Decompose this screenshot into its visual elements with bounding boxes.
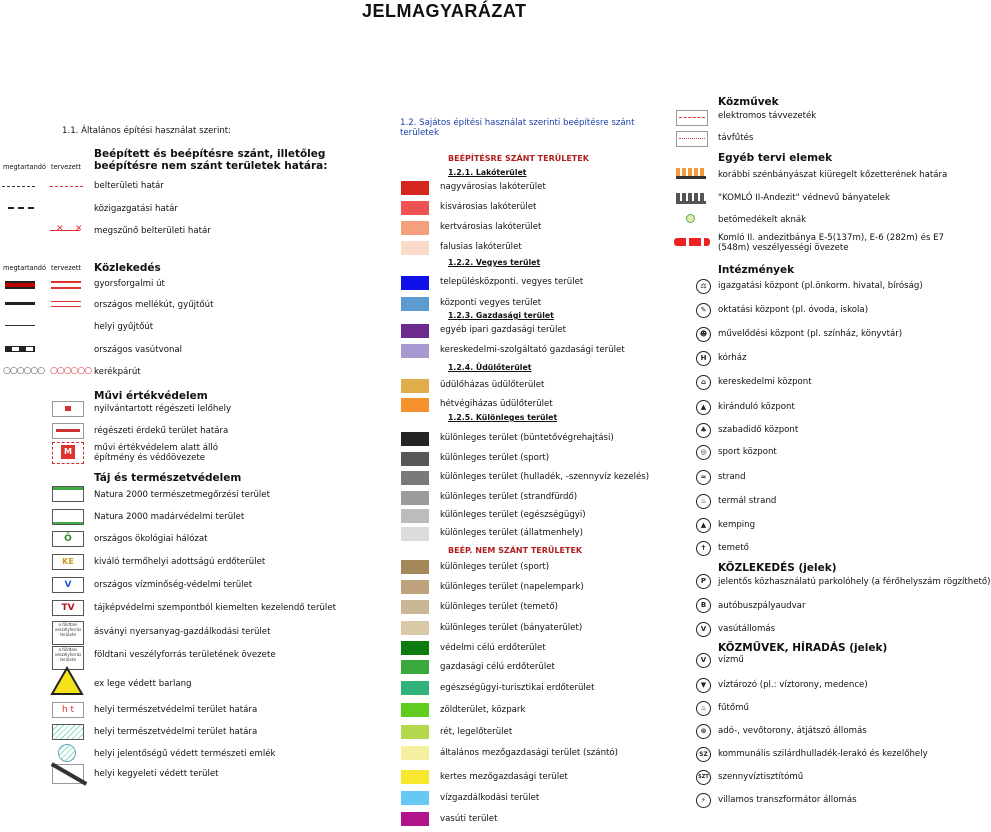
institution-icon: ⚖ bbox=[696, 279, 711, 294]
landuse-label: kereskedelmi-szolgáltató gazdasági terület bbox=[440, 345, 625, 355]
memorial-area-symbol bbox=[52, 764, 84, 784]
color-swatch bbox=[401, 580, 429, 594]
color-swatch bbox=[401, 560, 429, 574]
landuse-label: különleges terület (napelempark) bbox=[440, 582, 584, 592]
mining-boundary-label: korábbi szénbányászat kiüregelt kőzetterének határa bbox=[718, 170, 948, 180]
color-swatch bbox=[401, 812, 429, 826]
secondary-road-label: országos mellékút, gyűjtőút bbox=[94, 300, 214, 310]
landuse-label: kisvárosias lakóterület bbox=[440, 202, 537, 212]
quarry-label: "KOMLÓ II-Andezit" védnevű bányatelek bbox=[718, 193, 890, 203]
landuse-label: zöldterület, közpark bbox=[440, 705, 526, 715]
monument-label: művi értékvédelem alatt álló építmény és védőövezete bbox=[94, 443, 219, 463]
col-label-existing-2: megtartandó bbox=[3, 264, 47, 272]
cave-icon bbox=[50, 666, 84, 696]
border-planned-symbol bbox=[50, 186, 83, 187]
color-swatch bbox=[401, 621, 429, 635]
landuse-label: kertvárosias lakóterület bbox=[440, 222, 542, 232]
landuse-label: különleges terület (büntetővégrehajtási) bbox=[440, 433, 614, 443]
power-line-label: elektromos távvezeték bbox=[718, 111, 817, 121]
institution-icon: ♣ bbox=[696, 423, 711, 438]
road-planned-symbol bbox=[51, 301, 81, 307]
highway-existing-symbol bbox=[5, 281, 35, 289]
ecological-network-label: országos ökológiai hálózat bbox=[94, 534, 208, 544]
institution-icon: ◎ bbox=[696, 445, 711, 460]
color-swatch bbox=[401, 681, 429, 695]
utility-sign-icon: ♨ bbox=[696, 701, 711, 716]
landuse-label: kertes mezőgazdasági terület bbox=[440, 772, 568, 782]
institution-icon: ✝ bbox=[696, 541, 711, 556]
landuse-label: nagyvárosias lakóterület bbox=[440, 182, 546, 192]
highway-planned-symbol bbox=[51, 281, 81, 289]
color-swatch bbox=[401, 297, 429, 311]
archaeological-site-label: nyilvántartott régészeti lelőhely bbox=[94, 404, 232, 414]
district-heating-label: távfűtés bbox=[718, 133, 754, 143]
landuse-label: különleges terület (bányaterület) bbox=[440, 623, 583, 633]
landuse-label: hétvégiházas üdülőterület bbox=[440, 399, 553, 409]
utility-sign-label: kommunális szilárdhulladék-lerakó és kezelőhely bbox=[718, 749, 928, 759]
subsection-heading: 1.2.2. Vegyes terület bbox=[448, 258, 541, 267]
color-swatch bbox=[401, 527, 429, 541]
color-swatch bbox=[401, 660, 429, 674]
landuse-label: településközponti. vegyes terület bbox=[440, 277, 584, 287]
col-label-planned-2: tervezett bbox=[51, 264, 82, 272]
color-swatch bbox=[401, 452, 429, 466]
quarry-symbol bbox=[676, 193, 706, 204]
institution-label: temető bbox=[718, 543, 749, 553]
landuse-label: különleges terület (strandfürdő) bbox=[440, 492, 578, 502]
institution-icon: H bbox=[696, 351, 711, 366]
utility-sign-icon: ▼ bbox=[696, 678, 711, 693]
archaeological-area-label: régészeti érdekű terület határa bbox=[94, 426, 229, 436]
filled-shaft-icon bbox=[686, 214, 695, 223]
monument-icon: M bbox=[61, 445, 75, 459]
color-swatch bbox=[401, 379, 429, 393]
heritage-heading: Művi értékvédelem bbox=[94, 390, 208, 402]
color-swatch bbox=[401, 201, 429, 215]
natura-bird-label: Natura 2000 madárvédelmi terület bbox=[94, 512, 245, 522]
section-title-general: 1.1. Általános építési használat szerint: bbox=[62, 126, 232, 136]
archaeological-area-symbol bbox=[52, 423, 84, 439]
cave-label: ex lege védett barlang bbox=[94, 679, 192, 689]
utility-sign-label: villamos transzformátor állomás bbox=[718, 795, 857, 805]
traffic-label: autóbuszpályaudvar bbox=[718, 601, 806, 611]
subsection-heading: 1.2.1. Lakóterület bbox=[448, 168, 527, 177]
institution-label: oktatási központ (pl. óvoda, iskola) bbox=[718, 305, 869, 315]
color-swatch bbox=[401, 491, 429, 505]
landuse-label: vasúti terület bbox=[440, 814, 498, 824]
col-label-existing: megtartandó bbox=[3, 163, 47, 171]
bikepath-planned-icon: ○○○○○○ bbox=[50, 366, 92, 376]
landuse-label: különleges terület (temető) bbox=[440, 602, 558, 612]
institution-label: termál strand bbox=[718, 496, 777, 506]
institution-label: strand bbox=[718, 472, 746, 482]
ceasing-border-label: megszűnő belterületi határ bbox=[94, 226, 211, 236]
mineral-area-label: ásványi nyersanyag-gazdálkodási terület bbox=[94, 627, 271, 637]
utility-sign-icon: ⚡ bbox=[696, 793, 711, 808]
railway-label: országos vasútvonal bbox=[94, 345, 183, 355]
cross-icon: ✕ ✕ bbox=[56, 224, 83, 234]
filled-shaft-label: betömedékelt aknák bbox=[718, 215, 807, 225]
landuse-label: falusias lakóterület bbox=[440, 242, 522, 252]
forest-quality-label: kiváló termőhelyi adottságú erdőterület bbox=[94, 557, 266, 567]
local-nature-area-symbol bbox=[52, 724, 84, 740]
built-heading: BEÉPÍTÉSRE SZÁNT TERÜLETEK bbox=[448, 154, 589, 163]
landuse-label: központi vegyes terület bbox=[440, 298, 542, 308]
traffic-icon: P bbox=[696, 574, 711, 589]
institution-label: kereskedelmi központ bbox=[718, 377, 812, 387]
utility-sign-icon: ⊗ bbox=[696, 724, 711, 739]
mineral-area-symbol: a földtani veszélyforrás területe bbox=[52, 621, 84, 645]
geohazard-label: földtani veszélyforrás területének övezete bbox=[94, 650, 276, 660]
local-road-symbol bbox=[5, 325, 35, 326]
district-heating-symbol bbox=[676, 131, 708, 147]
color-swatch bbox=[401, 509, 429, 523]
color-swatch bbox=[401, 471, 429, 485]
local-nature-border-label: helyi természetvédelmi terület határa bbox=[94, 705, 258, 715]
utility-sign-icon: SZT bbox=[696, 770, 711, 785]
institution-icon: ☻ bbox=[696, 327, 711, 342]
institution-icon: ≈ bbox=[696, 470, 711, 485]
traffic-label: jelentős közhasználatú parkolóhely (a férőhelyszám rögzíthető) bbox=[718, 577, 991, 587]
landuse-label: különleges terület (sport) bbox=[440, 562, 550, 572]
archaeological-site-symbol bbox=[52, 401, 84, 417]
admin-border-label: közigazgatási határ bbox=[94, 204, 178, 214]
legend-title: JELMAGYARÁZAT bbox=[362, 1, 527, 21]
utility-sign-label: adó-, vevőtorony, átjátszó állomás bbox=[718, 726, 867, 736]
landuse-label: különleges terület (sport) bbox=[440, 453, 550, 463]
landscape-protection-symbol: TV bbox=[52, 600, 84, 616]
color-swatch bbox=[401, 600, 429, 614]
institution-label: kórház bbox=[718, 353, 747, 363]
other-elements-heading: Egyéb tervi elemek bbox=[718, 152, 833, 164]
traffic-heading: KÖZLEKEDÉS (jelek) bbox=[718, 562, 837, 574]
transport-heading: Közlekedés bbox=[94, 262, 161, 274]
landuse-label: vízgazdálkodási terület bbox=[440, 793, 540, 803]
utility-sign-icon: SZ bbox=[696, 747, 711, 762]
landuse-label: védelmi célú erdőterület bbox=[440, 643, 546, 653]
color-swatch bbox=[401, 791, 429, 805]
section-title-special: 1.2. Sajátos építési használat szerinti beépítésre szánt területek bbox=[400, 118, 635, 138]
landuse-label: egyéb ipari gazdasági terület bbox=[440, 325, 567, 335]
color-swatch bbox=[401, 221, 429, 235]
color-swatch bbox=[401, 725, 429, 739]
borders-heading: Beépített és beépítésre szánt, illetőleg beépítésre nem szánt területek határa: bbox=[94, 148, 328, 172]
landscape-protection-label: tájképvédelmi szempontból kiemelten kezelendő terület bbox=[94, 603, 336, 613]
utility-sign-label: víztározó (pl.: víztorony, medence) bbox=[718, 680, 868, 690]
landuse-label: rét, legelőterület bbox=[440, 727, 513, 737]
power-line-symbol bbox=[676, 110, 708, 126]
landuse-label: általános mezőgazdasági terület (szántó) bbox=[440, 748, 619, 758]
color-swatch bbox=[401, 641, 429, 655]
local-nature-border-symbol: h t bbox=[52, 702, 84, 718]
subsection-heading: 1.2.3. Gazdasági terület bbox=[448, 311, 554, 320]
landuse-label: üdülőházas üdülőterület bbox=[440, 380, 545, 390]
road-existing-symbol bbox=[5, 302, 35, 305]
subsection-heading: 1.2.4. Üdülőterület bbox=[448, 363, 532, 372]
local-nature-area-label: helyi természetvédelmi terület határa bbox=[94, 727, 258, 737]
danger-zone-symbol bbox=[674, 238, 710, 246]
geohazard-symbol: a földtani veszélyforrás területe bbox=[52, 646, 84, 670]
natura-bird-symbol bbox=[52, 509, 84, 525]
col-label-planned: tervezett bbox=[51, 163, 82, 171]
traffic-icon: B bbox=[696, 598, 711, 613]
institutions-heading: Intézmények bbox=[718, 264, 795, 276]
border-existing-symbol bbox=[2, 186, 35, 187]
utility-sign-label: szennyvíztisztítómű bbox=[718, 772, 804, 782]
institution-icon: ▲ bbox=[696, 400, 711, 415]
color-swatch bbox=[401, 746, 429, 760]
color-swatch bbox=[401, 432, 429, 446]
border-label: belterületi határ bbox=[94, 181, 164, 191]
color-swatch bbox=[401, 276, 429, 290]
memorial-area-label: helyi kegyeleti védett terület bbox=[94, 769, 219, 779]
color-swatch bbox=[401, 241, 429, 255]
utility-sign-label: fűtőmű bbox=[718, 703, 749, 713]
water-quality-label: országos vízminőség-védelmi terület bbox=[94, 580, 253, 590]
utility-sign-icon: V bbox=[696, 622, 711, 637]
bikepath-existing-icon: ○○○○○○ bbox=[3, 366, 45, 376]
institution-label: kiránduló központ bbox=[718, 402, 795, 412]
utility-signs-heading: KÖZMŰVEK, HÍRADÁS (jelek) bbox=[718, 642, 888, 654]
landuse-label: egészségügyi-turisztikai erdőterület bbox=[440, 683, 595, 693]
utility-sign-label: vízmű bbox=[718, 655, 744, 665]
natural-monument-icon bbox=[58, 744, 76, 762]
institution-icon: ♨ bbox=[696, 494, 711, 509]
landuse-label: különleges terület (állatmenhely) bbox=[440, 528, 583, 538]
nonbuilt-heading: BEÉP. NEM SZÁNT TERÜLETEK bbox=[448, 546, 583, 555]
subsection-heading: 1.2.5. Különleges terület bbox=[448, 413, 558, 422]
color-swatch bbox=[401, 770, 429, 784]
color-swatch bbox=[401, 181, 429, 195]
institution-label: művelődési központ (pl. színház, könyvtár) bbox=[718, 329, 903, 339]
ecological-network-symbol: Ö bbox=[52, 531, 84, 547]
admin-border-symbol bbox=[8, 207, 34, 209]
institution-label: szabadidő központ bbox=[718, 425, 799, 435]
local-road-label: helyi gyűjtőút bbox=[94, 322, 154, 332]
natural-monument-label: helyi jelentőségű védett természeti emlék bbox=[94, 749, 276, 759]
forest-quality-symbol: KE bbox=[52, 554, 84, 570]
color-swatch bbox=[401, 344, 429, 358]
mining-boundary-symbol bbox=[676, 168, 706, 179]
institution-label: igazgatási központ (pl.önkorm. hivatal, bíróság) bbox=[718, 281, 923, 291]
color-swatch bbox=[401, 398, 429, 412]
danger-zone-label: Komló II. andezitbánya E-5(137m), E-6 (282m) és E7 (548m) veszélyességi övezete bbox=[718, 233, 944, 253]
monument-symbol bbox=[52, 442, 84, 464]
landscape-heading: Táj és természetvédelem bbox=[94, 472, 242, 484]
institution-icon: ▲ bbox=[696, 518, 711, 533]
landuse-label: különleges terület (hulladék, -szennyvíz kezelés) bbox=[440, 472, 650, 482]
utilities-heading: Közművek bbox=[718, 96, 779, 108]
utility-sign-icon: V bbox=[696, 653, 711, 668]
institution-icon: ⌂ bbox=[696, 375, 711, 390]
institution-icon: ✎ bbox=[696, 303, 711, 318]
institution-label: kemping bbox=[718, 520, 756, 530]
color-swatch bbox=[401, 324, 429, 338]
water-quality-symbol: V bbox=[52, 577, 84, 593]
natura-conservation-symbol bbox=[52, 486, 84, 502]
landuse-label: gazdasági célú erdőterület bbox=[440, 662, 555, 672]
bikepath-label: kerékpárút bbox=[94, 367, 141, 377]
landuse-label: különleges terület (egészségügyi) bbox=[440, 510, 586, 520]
railway-symbol bbox=[5, 346, 35, 352]
color-swatch bbox=[401, 703, 429, 717]
highway-label: gyorsforgalmi út bbox=[94, 279, 165, 289]
natura-conservation-label: Natura 2000 természetmegőrzési terület bbox=[94, 490, 270, 500]
utility-sign-label: vasútállomás bbox=[718, 624, 776, 634]
institution-label: sport központ bbox=[718, 447, 777, 457]
